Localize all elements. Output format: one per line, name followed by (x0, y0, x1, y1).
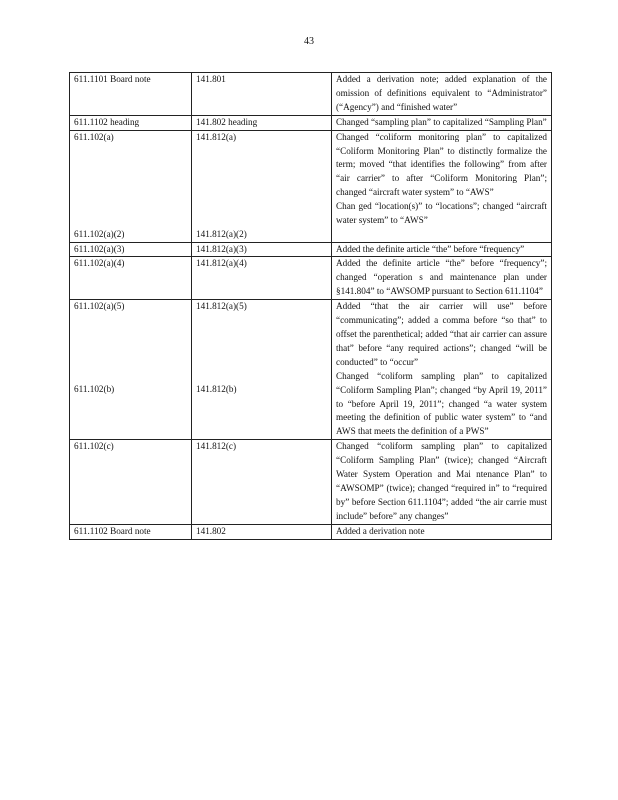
description-cell (332, 242, 552, 257)
current-section: 611.1102 Board note (74, 525, 151, 536)
table-row (70, 440, 552, 524)
change-description: Changed “coliform sampling plan” to capitalized “Coliform Sampling Plan” (twice); changed “Aircraft Water System Operation and Mai ntenance Plan” to “AWSOMP” (twice); changed “required in” to “required by” before Section 611.1104”; added “the air carrie must include” before” any changes” (336, 441, 547, 521)
change-description: Added the definite article “the” before “frequency” (336, 243, 525, 254)
new-section: 141.812(a)(3) (196, 243, 247, 254)
current-section-cell (70, 257, 192, 300)
table-row (70, 130, 552, 242)
change-description: Changed “coliform sampling plan” to capitalized “Coliform Sampling Plan”; changed “by April 19, 2011” to “before April 19, 2011”; changed “a water system meeting the definition of public water system” to “and AWS that meets the definition of a PWS” (336, 370, 547, 437)
description-cell (332, 130, 552, 242)
page-number: 43 (304, 36, 314, 47)
change-description: Added a derivation note; added explanation of the omission of definitions equivalent to “Administrator” (“Agency”) and “finished water” (336, 74, 547, 112)
new-section: 141.812(b) (196, 384, 237, 395)
current-section-cell (70, 73, 192, 116)
new-section-cell (192, 73, 332, 116)
description-cell (332, 440, 552, 524)
current-section-cell (70, 242, 192, 257)
new-section-cell (192, 300, 332, 440)
change-description: Changed “sampling plan” to capitalized “Sampling Plan” (336, 116, 547, 127)
current-section: 611.102(a)(5) (74, 301, 125, 312)
change-description: Added “that the air carrier will use” before “communicating”; added a comma before “so that” to offset the parenthetical; added “that air carrier can assure that” before “any required actions”; changed “will be conducted” to “occur” (336, 301, 547, 367)
description-cell (332, 115, 552, 130)
new-section-cell (192, 524, 332, 539)
new-section: 141.802 (196, 525, 226, 536)
current-section: 611.102(a)(3) (74, 243, 125, 254)
description-cell (332, 73, 552, 116)
new-section: 141.812(a) (196, 131, 237, 142)
table-row (70, 115, 552, 130)
new-section: 141.812(a)(2) (196, 228, 247, 239)
current-section: 611.102(c) (74, 441, 114, 452)
current-section: 611.1101 Board note (74, 74, 151, 84)
current-section: 611.102(a)(2) (74, 228, 125, 239)
current-section: 611.102(b) (74, 384, 115, 395)
table-row (70, 524, 552, 539)
current-section-cell (70, 130, 192, 242)
new-section-cell (192, 257, 332, 300)
new-section-cell (192, 130, 332, 242)
change-description: Added a derivation note (336, 525, 425, 536)
table-row (70, 257, 552, 300)
table-row (70, 300, 552, 440)
new-section: 141.812(c) (196, 441, 237, 452)
current-section: 611.102(a)(4) (74, 258, 125, 269)
current-section-cell (70, 300, 192, 440)
current-section-cell (70, 115, 192, 130)
table-row (70, 242, 552, 257)
change-description: Added the definite article “the” before “frequency”; changed “operation s and maintenance plan under §141.804” to “AWSOMP pursuant to Section 611.1104” (336, 258, 547, 297)
new-section: 141.801 (196, 74, 226, 84)
new-section: 141.812(a)(5) (196, 301, 247, 312)
change-description: Chan ged “location(s)” to “locations”; changed “aircraft water system” to “AWS” (336, 201, 547, 226)
description-cell (332, 524, 552, 539)
new-section-cell (192, 440, 332, 524)
current-section-cell (70, 524, 192, 539)
derivation-table (69, 72, 552, 540)
new-section-cell (192, 115, 332, 130)
new-section: 141.802 heading (196, 116, 258, 127)
description-cell (332, 300, 552, 440)
new-section-cell (192, 242, 332, 257)
change-description: Changed “coliform monitoring plan” to capitalized “Coliform Monitoring Plan” to distinctly formalize the term; moved “that identifies the following” from after “air carrier” to after “Coliform Monitoring Plan”; changed “aircraft water system” to “AWS” (336, 131, 547, 198)
description-cell (332, 257, 552, 300)
current-section: 611.102(a) (74, 131, 114, 142)
current-section: 611.1102 heading (74, 116, 140, 127)
table-row (70, 73, 552, 116)
current-section-cell (70, 440, 192, 524)
new-section: 141.812(a)(4) (196, 258, 247, 269)
